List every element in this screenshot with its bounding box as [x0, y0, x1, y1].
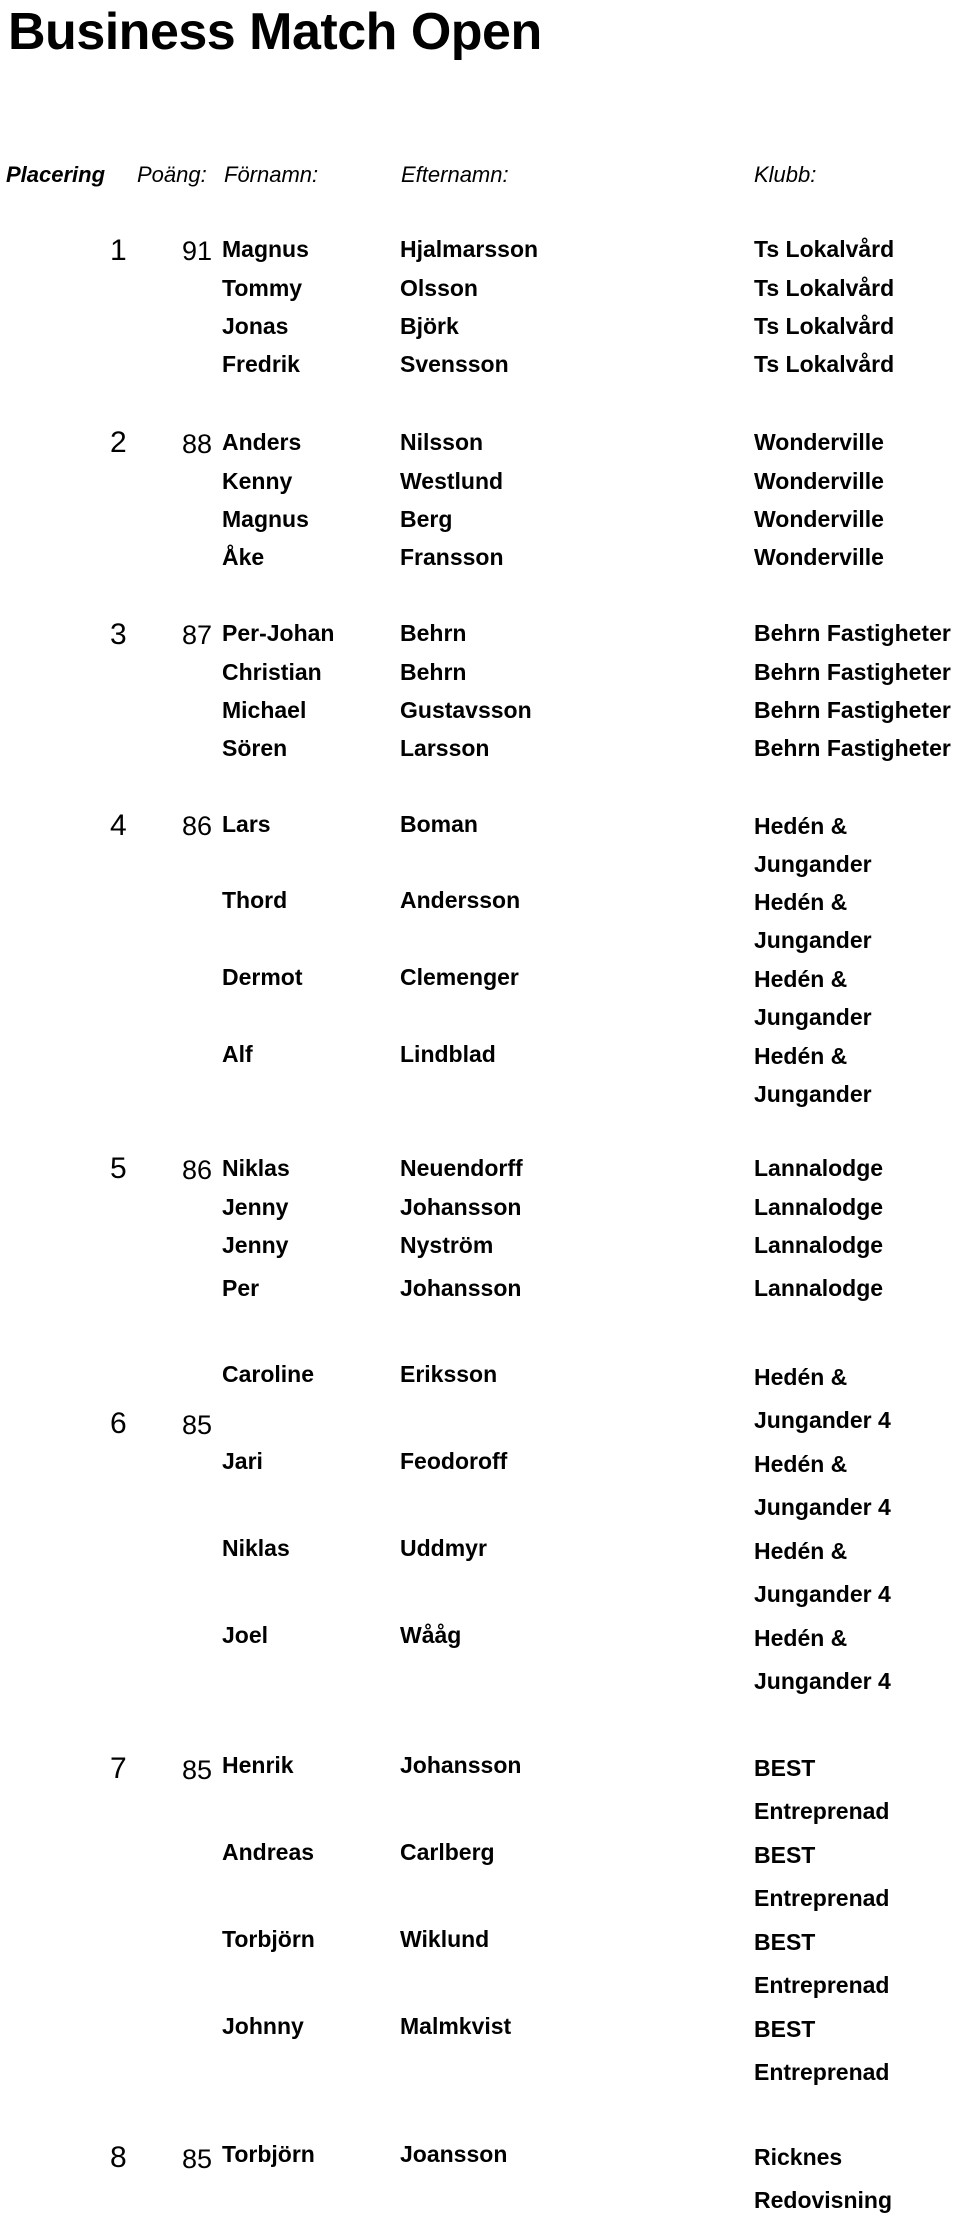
player-last-name: Behrn — [400, 620, 467, 646]
team-placement: 3 — [110, 618, 127, 651]
player-last-name: Uddmyr — [400, 1535, 487, 1561]
player-club: Redovisning — [754, 2187, 893, 2213]
player-last-name: Clemenger — [400, 964, 519, 990]
player-first-name: Jari — [222, 1448, 263, 1474]
player-club: Hedén & — [754, 889, 848, 915]
player-last-name: Carlberg — [400, 1839, 495, 1865]
player-club: Wonderville — [754, 506, 884, 532]
player-last-name: Nyström — [400, 1232, 494, 1258]
player-club: Ts Lokalvård — [754, 275, 895, 301]
header-poang: Poäng: — [137, 162, 207, 187]
player-first-name: Per — [222, 1275, 260, 1301]
player-last-name: Johansson — [400, 1194, 522, 1220]
player-first-name: Fredrik — [222, 351, 300, 377]
player-club: Jungander 4 — [754, 1581, 891, 1607]
header-fornamn: Förnamn: — [224, 162, 319, 187]
header-klubb: Klubb: — [754, 162, 817, 187]
player-first-name: Jenny — [222, 1232, 289, 1258]
player-first-name: Torbjörn — [222, 1926, 315, 1952]
team-placement: 1 — [110, 234, 127, 267]
player-last-name: Lindblad — [400, 1041, 496, 1067]
team-placement: 5 — [110, 1152, 127, 1185]
player-first-name: Andreas — [222, 1839, 315, 1865]
player-club: Behrn Fastigheter — [754, 735, 951, 761]
player-club: BEST — [754, 1755, 816, 1781]
player-last-name: Olsson — [400, 275, 478, 301]
player-club: Jungander 4 — [754, 1494, 891, 1520]
player-club: Wonderville — [754, 544, 884, 570]
player-first-name: Magnus — [222, 236, 309, 262]
team-placement: 4 — [110, 809, 127, 842]
player-first-name: Lars — [222, 811, 271, 837]
player-first-name: Henrik — [222, 1752, 294, 1778]
player-last-name: Wååg — [400, 1622, 462, 1648]
player-first-name: Tommy — [222, 275, 303, 301]
player-first-name: Anders — [222, 429, 302, 455]
player-first-name: Niklas — [222, 1535, 290, 1561]
player-last-name: Malmkvist — [400, 2013, 512, 2039]
player-last-name: Berg — [400, 506, 453, 532]
player-first-name: Christian — [222, 659, 322, 685]
player-club: Hedén & — [754, 1451, 848, 1477]
header-placering: Placering — [6, 162, 106, 187]
player-first-name: Dermot — [222, 964, 303, 990]
player-last-name: Johansson — [400, 1275, 522, 1301]
player-first-name: Magnus — [222, 506, 309, 532]
header-efternamn: Efternamn: — [401, 162, 509, 187]
player-first-name: Michael — [222, 697, 307, 723]
player-last-name: Andersson — [400, 887, 521, 913]
player-last-name: Johansson — [400, 1752, 522, 1778]
player-first-name: Johnny — [222, 2013, 304, 2039]
player-club: BEST — [754, 2016, 816, 2042]
player-first-name: Sören — [222, 735, 288, 761]
player-club: Ricknes — [754, 2144, 843, 2170]
player-club: Lannalodge — [754, 1232, 884, 1258]
player-club: Entreprenad — [754, 1798, 890, 1824]
player-club: Jungander — [754, 1081, 872, 1107]
player-last-name: Björk — [400, 313, 459, 339]
team-placement: 8 — [110, 2141, 127, 2174]
player-last-name: Nilsson — [400, 429, 484, 455]
team-placement: 6 — [110, 1407, 127, 1440]
player-first-name: Åke — [222, 544, 265, 570]
player-first-name: Kenny — [222, 468, 293, 494]
player-club: Wonderville — [754, 429, 884, 455]
player-club: Entreprenad — [754, 1972, 890, 1998]
player-last-name: Wiklund — [400, 1926, 490, 1952]
player-last-name: Eriksson — [400, 1361, 498, 1387]
player-club: Entreprenad — [754, 2059, 890, 2085]
player-first-name: Alf — [222, 1041, 253, 1067]
page-title: Business Match Open — [8, 3, 542, 61]
player-club: Lannalodge — [754, 1275, 884, 1301]
team-points: 88 — [181, 429, 212, 459]
team-points: 85 — [181, 2144, 212, 2174]
team-points: 86 — [181, 1155, 212, 1185]
player-club: Behrn Fastigheter — [754, 620, 951, 646]
team-points: 85 — [181, 1755, 212, 1785]
player-last-name: Feodoroff — [400, 1448, 508, 1474]
player-last-name: Gustavsson — [400, 697, 532, 723]
player-last-name: Joansson — [400, 2141, 508, 2167]
player-last-name: Boman — [400, 811, 478, 837]
player-first-name: Joel — [222, 1622, 269, 1648]
team-points: 86 — [181, 811, 212, 841]
player-last-name: Larsson — [400, 735, 490, 761]
player-club: Jungander 4 — [754, 1668, 891, 1694]
player-club: Jungander — [754, 927, 872, 953]
player-first-name: Per-Johan — [222, 620, 335, 646]
player-club: Lannalodge — [754, 1194, 884, 1220]
player-last-name: Hjalmarsson — [400, 236, 539, 262]
player-first-name: Torbjörn — [222, 2141, 315, 2167]
player-club: Jungander — [754, 1004, 872, 1030]
player-club: Hedén & — [754, 1538, 848, 1564]
player-club: Wonderville — [754, 468, 884, 494]
player-club: Hedén & — [754, 966, 848, 992]
player-club: Hedén & — [754, 1364, 848, 1390]
team-placement: 7 — [110, 1752, 127, 1785]
player-first-name: Jonas — [222, 313, 289, 339]
player-last-name: Svensson — [400, 351, 509, 377]
player-first-name: Niklas — [222, 1155, 290, 1181]
player-first-name: Caroline — [222, 1361, 315, 1387]
player-club: BEST — [754, 1842, 816, 1868]
player-first-name: Jenny — [222, 1194, 289, 1220]
player-club: Ts Lokalvård — [754, 313, 895, 339]
player-last-name: Westlund — [400, 468, 504, 494]
player-club: Jungander 4 — [754, 1407, 891, 1433]
team-placement: 2 — [110, 426, 127, 459]
player-last-name: Behrn — [400, 659, 467, 685]
player-club: Hedén & — [754, 1043, 848, 1069]
player-club: Ts Lokalvård — [754, 351, 895, 377]
team-points: 87 — [181, 620, 212, 650]
player-club: BEST — [754, 1929, 816, 1955]
player-club: Entreprenad — [754, 1885, 890, 1911]
player-club: Behrn Fastigheter — [754, 697, 951, 723]
player-club: Lannalodge — [754, 1155, 884, 1181]
team-points: 85 — [181, 1410, 212, 1440]
player-first-name: Thord — [222, 887, 288, 913]
team-points: 91 — [181, 236, 212, 266]
player-last-name: Fransson — [400, 544, 504, 570]
player-club: Ts Lokalvård — [754, 236, 895, 262]
player-club: Jungander — [754, 851, 872, 877]
player-club: Hedén & — [754, 813, 848, 839]
player-club: Behrn Fastigheter — [754, 659, 951, 685]
player-club: Hedén & — [754, 1625, 848, 1651]
player-last-name: Neuendorff — [400, 1155, 523, 1181]
